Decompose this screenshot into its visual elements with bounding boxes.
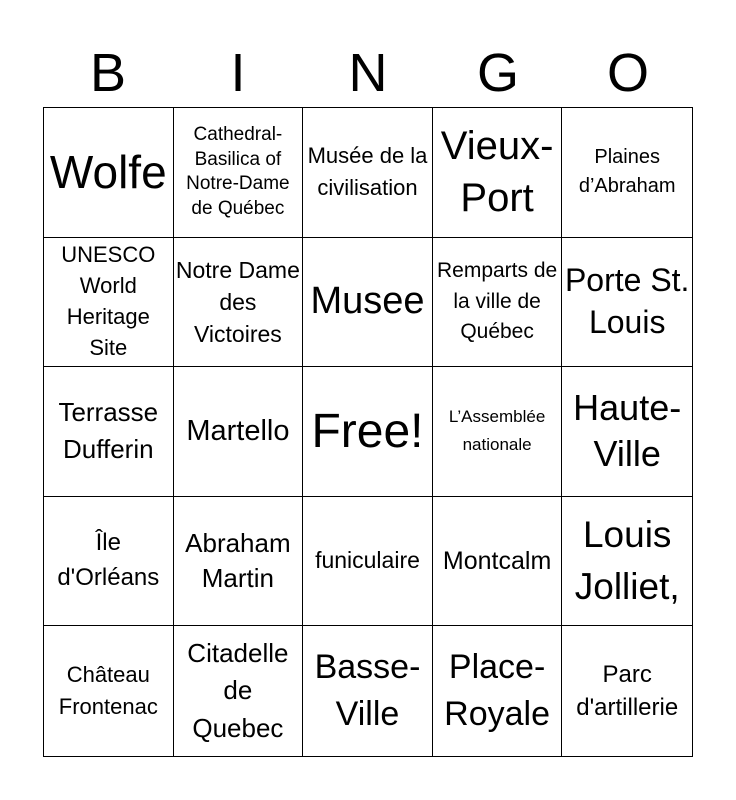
header-letter-i: I	[230, 43, 246, 103]
bingo-cell-label: Remparts de la ville de Québec	[436, 259, 558, 344]
bingo-cell-label: L’Assemblée nationale	[448, 407, 546, 455]
bingo-cell[interactable]	[174, 108, 304, 238]
bingo-cell[interactable]	[303, 497, 433, 627]
bingo-cell[interactable]	[303, 108, 433, 238]
bingo-grid	[43, 107, 693, 757]
bingo-cell[interactable]	[433, 367, 563, 497]
bingo-cell[interactable]	[44, 108, 174, 238]
bingo-cell-label: Wolfe	[49, 145, 167, 198]
bingo-cell-label: Terrasse Dufferin	[58, 396, 159, 465]
bingo-cell-label: Notre Dame des Victoires	[175, 256, 300, 347]
bingo-cell[interactable]	[303, 238, 433, 368]
bingo-cell-label: Citadelle de Quebec	[187, 637, 289, 744]
bingo-cell-label: Abraham Martin	[185, 528, 291, 594]
bingo-cell-label: Haute-Ville	[573, 386, 682, 475]
bingo-cell-label: Free!	[311, 404, 424, 458]
bingo-cell[interactable]	[44, 238, 174, 368]
bingo-cell[interactable]	[433, 497, 563, 627]
bingo-cell-label: Place-Royale	[444, 647, 551, 734]
header-letter-g: G	[476, 43, 519, 103]
bingo-cell[interactable]	[433, 238, 563, 368]
bingo-cell[interactable]	[562, 238, 692, 368]
bingo-cell[interactable]	[44, 497, 174, 627]
bingo-cell[interactable]	[303, 626, 433, 756]
bingo-cell-label: UNESCO World Heritage Site	[61, 242, 156, 360]
bingo-cell-label: Cathedral-Basilica of Notre-Dame de Québec	[186, 123, 290, 219]
bingo-cell-label: Plaines d’Abraham	[578, 146, 676, 198]
header-letter-b: B	[89, 43, 127, 103]
bingo-cell-label: Vieux-Port	[440, 124, 554, 221]
bingo-cell[interactable]	[562, 497, 692, 627]
bingo-header	[43, 40, 693, 106]
bingo-cell[interactable]	[44, 367, 174, 497]
header-letter-n: N	[348, 43, 388, 103]
bingo-cell-label: Basse-Ville	[314, 647, 421, 734]
bingo-cell[interactable]	[174, 367, 304, 497]
bingo-cell[interactable]	[562, 108, 692, 238]
bingo-cell[interactable]	[44, 626, 174, 756]
bingo-cell-label: funiculaire	[315, 547, 420, 574]
bingo-cell[interactable]	[174, 626, 304, 756]
bingo-cell-label: Louis Jolliet,	[574, 514, 680, 608]
bingo-cell-label: Porte St. Louis	[564, 262, 690, 340]
bingo-cell[interactable]	[303, 367, 433, 497]
bingo-cell-label: Montcalm	[442, 547, 552, 576]
bingo-cell[interactable]	[433, 108, 563, 238]
bingo-cell[interactable]	[174, 238, 304, 368]
bingo-cell-label: Château Frontenac	[58, 662, 158, 720]
bingo-cell[interactable]	[174, 497, 304, 627]
bingo-cell[interactable]	[562, 367, 692, 497]
header-letter-o: O	[606, 43, 649, 103]
bingo-cell[interactable]	[562, 626, 692, 756]
bingo-cell-label: Musée de la civilisation	[307, 143, 428, 201]
bingo-cell-label: Parc d'artillerie	[576, 660, 679, 722]
bingo-cell-label: Île d'Orléans	[57, 529, 160, 592]
bingo-cell-label: Martello	[186, 415, 290, 448]
bingo-cell-label: Musee	[310, 280, 425, 323]
bingo-cell[interactable]	[433, 626, 563, 756]
